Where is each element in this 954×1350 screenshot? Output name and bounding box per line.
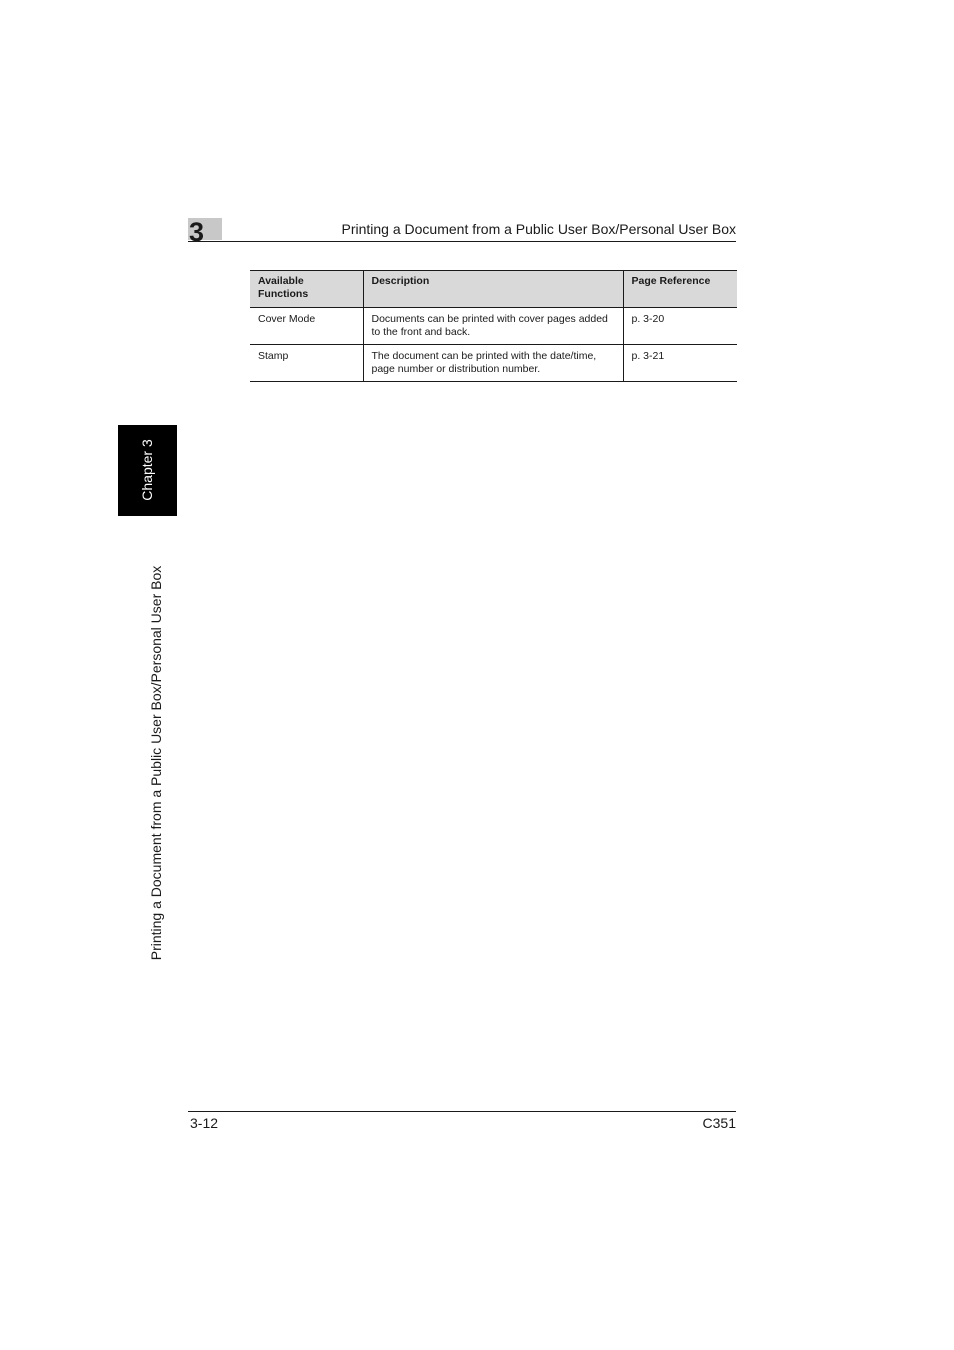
cell-function: Cover Mode [250, 308, 363, 345]
page-number: 3-12 [190, 1115, 219, 1131]
footer-divider [188, 1111, 736, 1112]
model-name: C351 [702, 1115, 736, 1131]
table-row [250, 345, 737, 382]
page-header-title: Printing a Document from a Public User Box/Personal User Box [341, 221, 736, 237]
side-running-title: Printing a Document from a Public User Box/Personal User Box [148, 565, 164, 961]
cell-description: The document can be printed with the date/time, page number or distribution number. [363, 345, 623, 382]
column-header-description: Description [363, 271, 623, 308]
chapter-side-tab-label: Chapter 3 [139, 439, 155, 501]
chapter-number: 3 [189, 217, 205, 247]
header-divider [188, 241, 736, 242]
cell-page-reference: p. 3-20 [623, 308, 737, 345]
cell-page-reference: p. 3-21 [623, 345, 737, 382]
table-row [250, 308, 737, 345]
cell-description: Documents can be printed with cover pages added to the front and back. [363, 308, 623, 345]
column-header-page-reference: Page Reference [623, 271, 737, 308]
table-header-row [250, 271, 737, 308]
functions-table [250, 270, 737, 382]
column-header-functions: Available Functions [250, 271, 363, 308]
cell-function: Stamp [250, 345, 363, 382]
